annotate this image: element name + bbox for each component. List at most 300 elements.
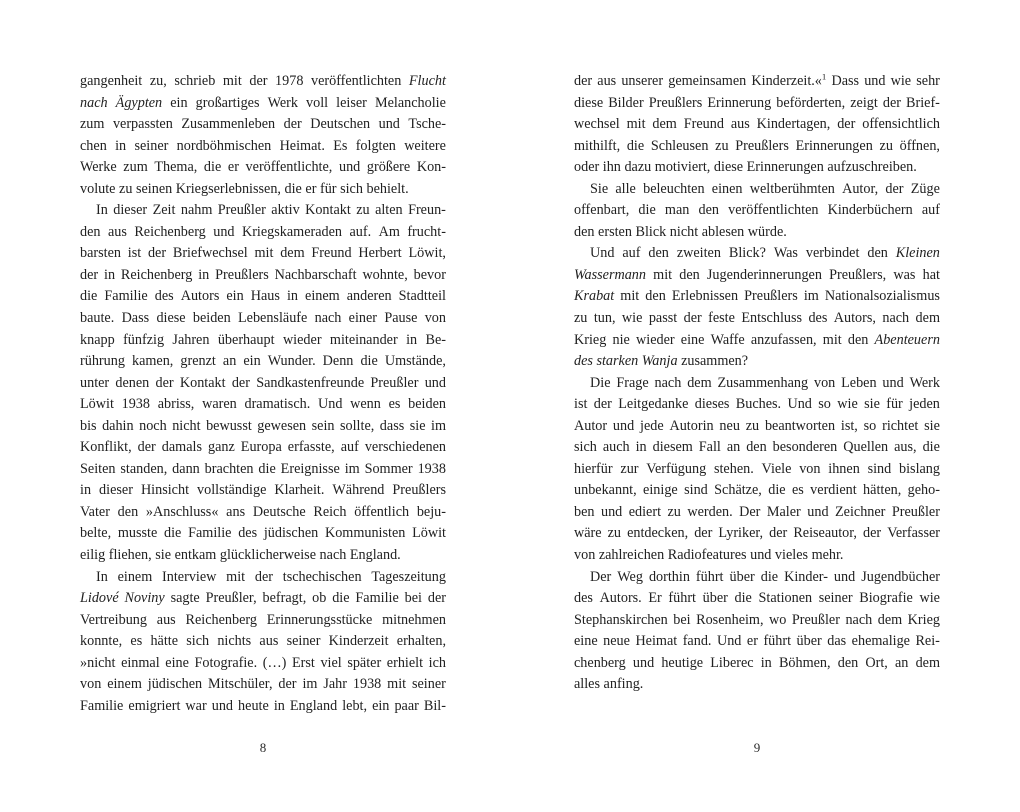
- text-line: [80, 610, 446, 632]
- word: jeden: [909, 396, 940, 413]
- word: Kon-: [416, 159, 446, 176]
- word: verpassten: [112, 116, 173, 133]
- word: den: [117, 503, 139, 520]
- word: diese: [713, 159, 744, 176]
- word: den: [574, 223, 595, 240]
- word: einen: [711, 180, 743, 197]
- word: tun,: [593, 310, 616, 327]
- word: seiner: [134, 137, 169, 154]
- word: so: [863, 417, 877, 434]
- word: 1938: [121, 396, 150, 413]
- word: Kinderbüchern: [827, 202, 913, 219]
- word: über: [702, 590, 728, 607]
- word: dem: [915, 310, 940, 327]
- word: unter: [80, 374, 110, 391]
- word: verdient: [810, 482, 857, 499]
- word: Briefwechsel: [172, 245, 248, 262]
- word: für: [319, 180, 337, 197]
- word: größere: [366, 159, 411, 176]
- text-line: [80, 588, 446, 610]
- word: Am: [378, 223, 400, 240]
- word: anfing.: [603, 676, 644, 693]
- word: volute: [80, 180, 116, 197]
- word: Sie: [590, 180, 609, 197]
- word: zum: [80, 116, 105, 133]
- word: zusammen?: [681, 353, 749, 370]
- word: so: [818, 396, 831, 413]
- word: Familie: [355, 590, 399, 607]
- word: und: [211, 697, 234, 714]
- word: und: [424, 374, 446, 391]
- word: der: [683, 310, 702, 327]
- word: frucht-: [407, 223, 446, 240]
- word: Weg: [617, 568, 643, 585]
- text-line: [80, 286, 446, 308]
- word: der: [694, 525, 713, 542]
- word: wieder: [636, 331, 675, 348]
- word: von: [799, 460, 821, 477]
- text-line: [80, 157, 446, 179]
- text-line: [80, 200, 446, 222]
- word: leiser: [336, 94, 367, 111]
- word: England: [289, 697, 338, 714]
- word: nichts: [217, 633, 252, 650]
- text-line: [80, 653, 446, 675]
- word: der: [249, 73, 268, 89]
- word: der: [80, 266, 99, 283]
- word: voll: [306, 94, 329, 111]
- word: den: [645, 288, 666, 305]
- word: weitere: [404, 137, 446, 154]
- word: dazu: [624, 159, 652, 176]
- word: aus: [156, 611, 176, 628]
- word: veröffentlichte,: [245, 159, 333, 176]
- word: Autors,: [833, 310, 876, 327]
- word: an: [895, 654, 909, 671]
- word: Ort,: [865, 654, 888, 671]
- word: dorthin: [648, 568, 690, 585]
- word: Böhmen,: [778, 654, 831, 671]
- word: Krieg: [574, 331, 607, 348]
- word: Familie: [188, 525, 232, 542]
- text-line: [574, 330, 940, 352]
- word: heutige: [661, 654, 704, 671]
- text-line: [80, 459, 446, 481]
- word: Umstände,: [384, 353, 446, 370]
- word: das: [827, 633, 847, 650]
- word: sagte: [170, 590, 200, 607]
- word: Es: [333, 137, 348, 154]
- word: von: [574, 547, 596, 564]
- word: die: [332, 590, 350, 607]
- word: alle: [615, 180, 636, 197]
- word: einige: [643, 482, 678, 499]
- word: fand.: [682, 633, 712, 650]
- page-number-left: 8: [259, 740, 267, 755]
- text-line: [80, 222, 446, 244]
- word: nahm: [180, 202, 213, 219]
- word: ein: [372, 697, 390, 714]
- word: dass: [379, 417, 405, 434]
- word: Waffe: [710, 331, 745, 348]
- word: mit: [222, 73, 242, 89]
- text-line: [574, 480, 940, 502]
- word: paar: [394, 697, 419, 714]
- word: denen: [115, 374, 150, 391]
- word: Werk: [909, 374, 940, 391]
- word: aus: [597, 73, 617, 89]
- word: emigriert: [128, 697, 181, 714]
- word: und: [864, 73, 886, 89]
- word: Jahr: [323, 676, 347, 693]
- word: von: [424, 310, 446, 327]
- word: zu: [715, 137, 729, 154]
- word: Freund: [311, 245, 352, 262]
- word: Erinnerungen: [746, 159, 824, 176]
- word: Stadtteil: [398, 288, 446, 305]
- word: diese: [156, 310, 186, 327]
- word: den: [867, 245, 888, 262]
- word: nach: [882, 310, 910, 327]
- word: dieses: [694, 396, 730, 413]
- word: zahlreichen: [598, 547, 665, 564]
- word: Buches.: [735, 396, 782, 413]
- word: dieser: [99, 482, 133, 499]
- word: zu: [667, 503, 681, 520]
- text-line: [574, 265, 940, 287]
- word: baute.: [80, 310, 115, 327]
- word: dieser: [113, 202, 148, 219]
- word: Deutschen: [310, 116, 371, 133]
- text-line: [80, 351, 446, 373]
- word: Wassermann: [574, 266, 646, 283]
- word: und: [750, 547, 772, 564]
- word: Autorin: [669, 417, 714, 434]
- word: in: [198, 266, 210, 283]
- word: Ereignisse: [280, 460, 340, 477]
- word: würde.: [747, 223, 787, 240]
- word: Sandkastenfreunde: [256, 374, 365, 391]
- word: alles: [574, 676, 600, 693]
- word: den: [648, 245, 669, 262]
- word: aus: [107, 223, 127, 240]
- word: tschechischen: [282, 568, 362, 585]
- word: stehen.: [713, 460, 754, 477]
- word: Flucht: [408, 73, 446, 89]
- word: eine: [680, 331, 705, 348]
- word: der: [278, 676, 297, 693]
- word: entdecken,: [627, 525, 689, 542]
- text-line: [574, 373, 940, 395]
- word: die: [360, 353, 378, 370]
- word: dem: [877, 611, 903, 628]
- word: bis: [80, 417, 97, 434]
- word: Schätze,: [714, 482, 762, 499]
- page-number-right: 9: [753, 740, 761, 755]
- word: Tageszeitung: [371, 568, 446, 585]
- word: der: [882, 94, 901, 111]
- word: im: [803, 288, 819, 305]
- text-line: [574, 243, 940, 265]
- word: Stationen: [758, 590, 813, 607]
- word: Kommunisten: [324, 525, 406, 542]
- word: wie: [890, 73, 912, 89]
- word: zu: [879, 137, 893, 154]
- word: miteinander: [329, 331, 398, 348]
- word: Frage: [616, 374, 649, 391]
- word: auch: [602, 439, 630, 456]
- word: anzufassen,: [750, 331, 817, 348]
- word: Reiseautor,: [793, 525, 857, 542]
- word: ich: [428, 654, 446, 671]
- word: Rosenheim,: [696, 611, 764, 628]
- word: Preußlers: [392, 482, 446, 499]
- word: diese: [574, 94, 604, 111]
- word: der: [593, 396, 612, 413]
- word: der: [147, 245, 167, 262]
- word: Fotografie.: [194, 654, 258, 671]
- word: Was: [773, 245, 798, 262]
- word: hierfür: [574, 460, 613, 477]
- word: Nachbarschaft: [274, 266, 357, 283]
- word: den: [679, 266, 700, 283]
- word: Wanja: [641, 353, 678, 370]
- word: Haus: [250, 288, 280, 305]
- word: die: [638, 202, 656, 219]
- word: Werk: [267, 94, 298, 111]
- word: sind: [867, 460, 892, 477]
- word: hat: [922, 266, 940, 283]
- footnote-marker: 1: [821, 71, 827, 82]
- word: zu,: [149, 73, 167, 89]
- word: Werke: [80, 159, 117, 176]
- word: weltberühmten: [749, 180, 835, 197]
- word: den: [847, 331, 869, 348]
- word: ihnen: [828, 460, 860, 477]
- word: Denn: [322, 353, 354, 370]
- word: Herbert: [358, 245, 402, 262]
- word: einem: [305, 288, 340, 305]
- text-line: [80, 373, 446, 395]
- word: gemeinsamen: [668, 73, 747, 89]
- word: Maler: [766, 503, 801, 520]
- word: jede: [640, 417, 664, 434]
- word: folgten: [355, 137, 396, 154]
- word: beiden: [408, 396, 446, 413]
- word: Krabat: [574, 288, 615, 305]
- word: beju-: [416, 503, 446, 520]
- word: Preußlers: [215, 266, 269, 283]
- word: von: [80, 676, 102, 693]
- word: Krieg: [907, 611, 940, 628]
- word: Und: [317, 396, 343, 413]
- word: Und: [590, 245, 615, 262]
- word: wäre: [574, 525, 602, 542]
- word: führt: [695, 568, 724, 585]
- text-line: [80, 243, 446, 265]
- text-line: [574, 179, 940, 201]
- word: und: [378, 116, 400, 133]
- word: und: [338, 159, 361, 176]
- word: befragt,: [262, 590, 307, 607]
- text-line: [80, 502, 446, 524]
- word: Zusammenhang: [717, 374, 809, 391]
- word: nordböhmischen: [176, 137, 272, 154]
- word: Preußler,: [205, 590, 257, 607]
- word: seiner: [411, 676, 446, 693]
- word: wohnte,: [362, 266, 408, 283]
- word: über: [796, 633, 822, 650]
- word: er: [305, 180, 317, 197]
- word: offensichtlich: [862, 116, 940, 133]
- word: des: [154, 288, 174, 305]
- word: dramatisch.: [244, 396, 311, 413]
- word: verbindet: [805, 245, 860, 262]
- word: seinen: [135, 180, 173, 197]
- word: Preußler: [217, 202, 266, 219]
- word: der: [837, 116, 856, 133]
- word: und: [833, 568, 856, 585]
- word: Konflikt,: [80, 439, 132, 456]
- word: 1978: [275, 73, 304, 89]
- word: Leitgedanke: [618, 396, 689, 413]
- word: die: [768, 482, 786, 499]
- word: die: [922, 439, 940, 456]
- word: Liberec: [710, 654, 754, 671]
- word: mitnehmen: [382, 611, 446, 628]
- word: Jugenderinnerungen: [706, 266, 822, 283]
- word: Preußlers: [744, 288, 798, 305]
- word: grenzt: [180, 353, 216, 370]
- word: Preußlers,: [829, 266, 887, 283]
- word: Vater: [80, 503, 110, 520]
- word: Der: [590, 568, 612, 585]
- word: (…): [262, 654, 287, 671]
- word: erfasste,: [287, 439, 335, 456]
- text-line: [574, 71, 940, 93]
- text-line: [80, 696, 446, 718]
- word: wechsel: [574, 116, 620, 133]
- word: beleuchten: [643, 180, 705, 197]
- word: Mitschüler,: [208, 676, 273, 693]
- word: Nationalsozialismus: [824, 288, 940, 305]
- word: dem: [687, 374, 712, 391]
- text-line: [574, 610, 940, 632]
- word: Der: [739, 503, 761, 520]
- word: wo: [769, 611, 787, 628]
- word: 1938: [352, 676, 382, 693]
- word: die: [203, 159, 222, 176]
- word: Sommer: [364, 460, 413, 477]
- word: Kontakt: [305, 202, 351, 219]
- word: musste: [117, 525, 158, 542]
- text-line: [574, 136, 940, 158]
- word: Be-: [425, 331, 446, 348]
- word: Preußlers: [648, 94, 703, 111]
- word: zum: [123, 159, 148, 176]
- word: nach: [80, 94, 108, 111]
- word: Dass: [831, 73, 860, 89]
- word: aus: [730, 116, 750, 133]
- word: Jahren: [172, 331, 210, 348]
- word: Erst: [291, 654, 315, 671]
- word: ans: [226, 503, 246, 520]
- word: Vertreibung: [80, 611, 147, 628]
- word: des: [574, 353, 593, 370]
- word: Wunder.: [267, 353, 316, 370]
- word: sind: [684, 482, 708, 499]
- word: Kinderzeit.«$^1$: [751, 71, 827, 89]
- word: Heimat: [635, 633, 678, 650]
- word: Familie: [80, 697, 124, 714]
- word: Verfügung: [646, 460, 707, 477]
- word: ein: [170, 94, 188, 111]
- word: führt: [668, 590, 697, 607]
- word: in: [406, 331, 418, 348]
- word: Leben: [841, 374, 877, 391]
- word: zeigt: [850, 94, 878, 111]
- word: Kinderzeit: [328, 633, 389, 650]
- word: barsten: [80, 245, 121, 262]
- word: Entschluss: [741, 310, 803, 327]
- word: bislang: [899, 460, 940, 477]
- word: »Anschluss«: [145, 503, 219, 520]
- text-line: [80, 545, 446, 567]
- word: einmal: [121, 654, 160, 671]
- text-line: [574, 631, 940, 653]
- word: unserer: [621, 73, 664, 89]
- word: aus: [259, 633, 279, 650]
- page-8-text-column: [80, 71, 446, 717]
- word: nach: [319, 547, 347, 564]
- word: in: [760, 654, 772, 671]
- word: zu: [356, 202, 370, 219]
- word: anderen: [346, 288, 392, 305]
- text-line: [574, 437, 940, 459]
- word: im: [344, 460, 360, 477]
- text-line: [80, 416, 446, 438]
- text-line: [80, 308, 446, 330]
- word: noch: [139, 417, 167, 434]
- word: Heimat.: [279, 137, 325, 154]
- word: in: [104, 266, 116, 283]
- word: Erlebnissen: [671, 288, 739, 305]
- word: ehemalige: [851, 633, 910, 650]
- word: sich: [574, 439, 597, 456]
- word: später: [347, 654, 382, 671]
- word: sie: [924, 417, 940, 434]
- text-line: [80, 330, 446, 352]
- word: veröffentlichten: [728, 202, 819, 219]
- word: beantworten: [764, 417, 836, 434]
- word: Jugendbücher: [861, 568, 940, 585]
- word: Abenteuern: [874, 331, 940, 348]
- word: und: [882, 374, 904, 391]
- word: nicht: [669, 223, 699, 240]
- word: knapp: [80, 331, 115, 348]
- word: richtet: [882, 417, 919, 434]
- word: über: [729, 568, 755, 585]
- word: Während: [332, 482, 385, 499]
- word: mit: [653, 266, 673, 283]
- word: jüdischen: [263, 525, 319, 542]
- word: chen: [80, 137, 107, 154]
- word: Zusammenleben: [181, 116, 276, 133]
- word: die: [760, 568, 779, 585]
- word: war: [185, 697, 207, 714]
- word: den: [746, 439, 767, 456]
- text-line: [80, 437, 446, 459]
